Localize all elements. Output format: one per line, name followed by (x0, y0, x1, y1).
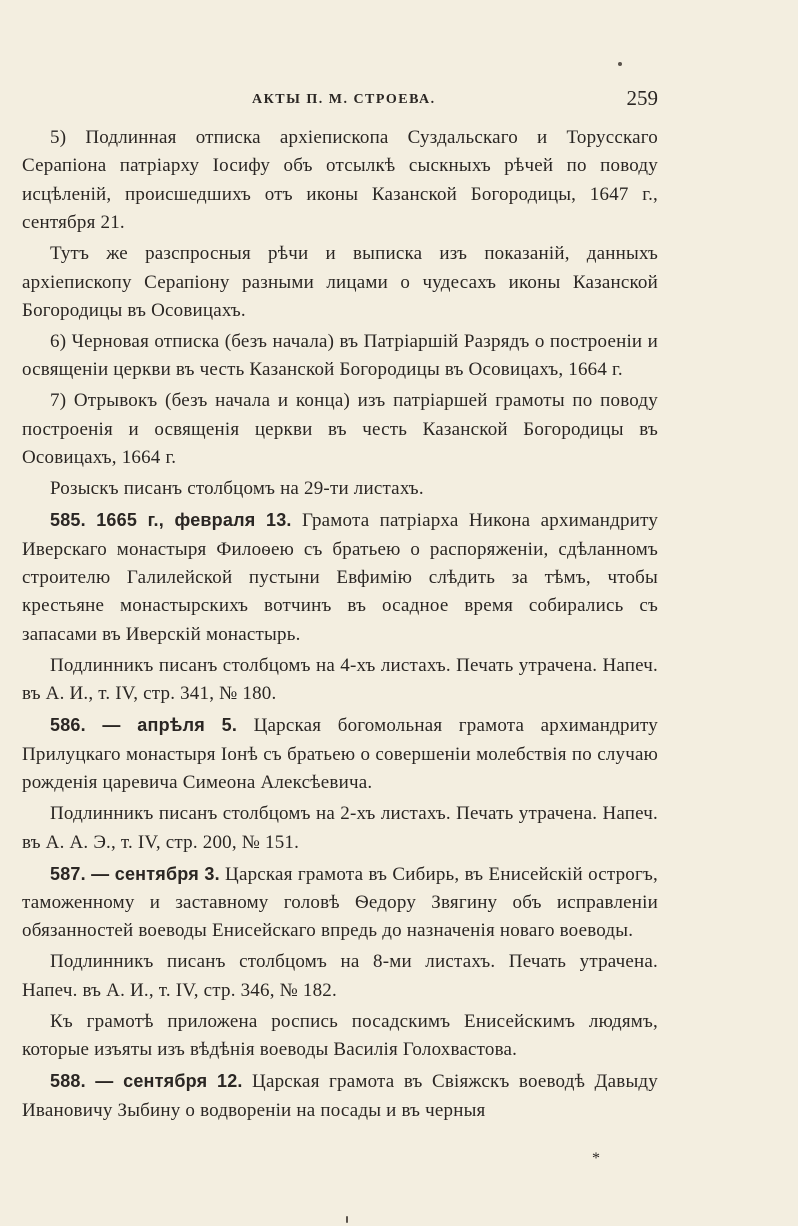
paragraph-text: Царская грамота въ Сибирь, въ Енисейскій острогъ, таможенному и заставному головѣ Ѳедору Звягину объ исправленіи обязанностей воеводы Енисейскаго впредь до назначенія новаго воеводы. (22, 863, 658, 942)
paragraph-text: Тутъ же разспросныя рѣчи и выписка изъ показаній, данныхъ архіепископу Серапіону разными лицами о чудесахъ иконы Казанской Богородицы въ Осовицахъ. (22, 243, 658, 322)
body-paragraph (22, 652, 658, 709)
page-header (22, 86, 658, 116)
body-paragraph (22, 124, 658, 238)
paragraph-text: Къ грамотѣ приложена роспись посадскимъ Енисейскимъ людямъ, которые изъяты изъ вѣдѣнія воеводы Василія Голохвастова. (22, 1010, 658, 1061)
entry-date: 1665 г., февраля 13. (96, 510, 292, 531)
entry-paragraph (22, 711, 658, 797)
paragraph-text: 7) Отрывокъ (безъ начала и конца) изъ патріаршей грамоты по поводу построенія и освященія церкви въ честь Казанской Богородицы въ Осовицахъ, 1664 г. (22, 390, 658, 469)
entry-paragraph (22, 860, 658, 946)
ink-speck (346, 1216, 348, 1223)
paragraph-text: 6) Черновая отписка (безъ начала) въ Патріаршій Разрядъ о построеніи и освященіи церкви въ честь Казанской Богородицы въ Осовицахъ, 1664 г. (22, 331, 658, 381)
paragraph-text: Подлинникъ писанъ столбцомъ на 8-ми листахъ. Печать утрачена. Напеч. въ А. И., т. IV, стр. 346, № 182. (22, 951, 658, 1001)
body-paragraph (22, 240, 658, 325)
body-paragraph (22, 387, 658, 472)
body-paragraph (22, 328, 658, 385)
running-head: АКТЫ П. М. СТРОЕВА. (252, 92, 436, 107)
paragraph-text: Царская богомольная грамота архимандриту Прилуцкаго монастыря Іонѣ съ братьею о совершеніи молебствія по случаю рожденія царевича Симеона Алексѣевича. (22, 715, 659, 794)
entry-number: 588. (50, 1071, 86, 1092)
paragraph-text: Подлинникъ писанъ столбцомъ на 4-хъ листахъ. Печать утрачена. Напеч. въ А. И., т. IV, стр. 341, № 180. (22, 654, 658, 705)
entry-number: 586. (50, 715, 86, 736)
entry-number: 587. (50, 863, 86, 884)
page-number: 259 (626, 86, 658, 110)
entry-date: — апрѣля 5. (102, 715, 238, 736)
footnote-mark: * (592, 1150, 600, 1167)
entry-paragraph (22, 506, 658, 649)
body-paragraph (22, 800, 658, 857)
body-paragraph (22, 948, 658, 1005)
entry-date: — сентября 3. (91, 863, 220, 884)
paragraph-text: Грамота патріарха Никона архимандриту Иверскаго монастыря Филоѳею съ братьею о распоряженіи, сдѣланномъ строителю Галилейской пустыни Евфимію слѣдить за тѣмъ, чтобы крестьяне монастырскихъ вотчинъ въ осадное время собирались съ запасами въ Иверскій монастырь. (22, 510, 659, 645)
entry-paragraph (22, 1067, 658, 1125)
ink-speck (618, 62, 622, 66)
paragraph-text: Подлинникъ писанъ столбцомъ на 2-хъ листахъ. Печать утрачена. Напеч. въ А. А. Э., т. IV, стр. 200, № 151. (22, 803, 658, 853)
paragraph-text: Царская грамота въ Свіяжскъ воеводѣ Давыду Ивановичу Зыбину о водвореніи на посады и въ черныя (22, 1071, 658, 1121)
body-paragraph (22, 1008, 658, 1065)
entry-number: 585. (50, 510, 86, 531)
body-text (22, 124, 658, 1125)
paragraph-text: 5) Подлинная отписка архіепископа Суздальскаго и Торусскаго Серапіона патріарху Іосифу объ отсылкѣ сыскныхъ рѣчей по поводу исцѣленій, происшедшихъ отъ иконы Казанской Богородицы, 1647 г., сентября 21. (22, 127, 658, 234)
body-paragraph (22, 475, 658, 503)
paragraph-text: Розыскъ писанъ столбцомъ на 29-ти листахъ. (50, 478, 424, 500)
entry-date: — сентября 12. (95, 1071, 243, 1092)
